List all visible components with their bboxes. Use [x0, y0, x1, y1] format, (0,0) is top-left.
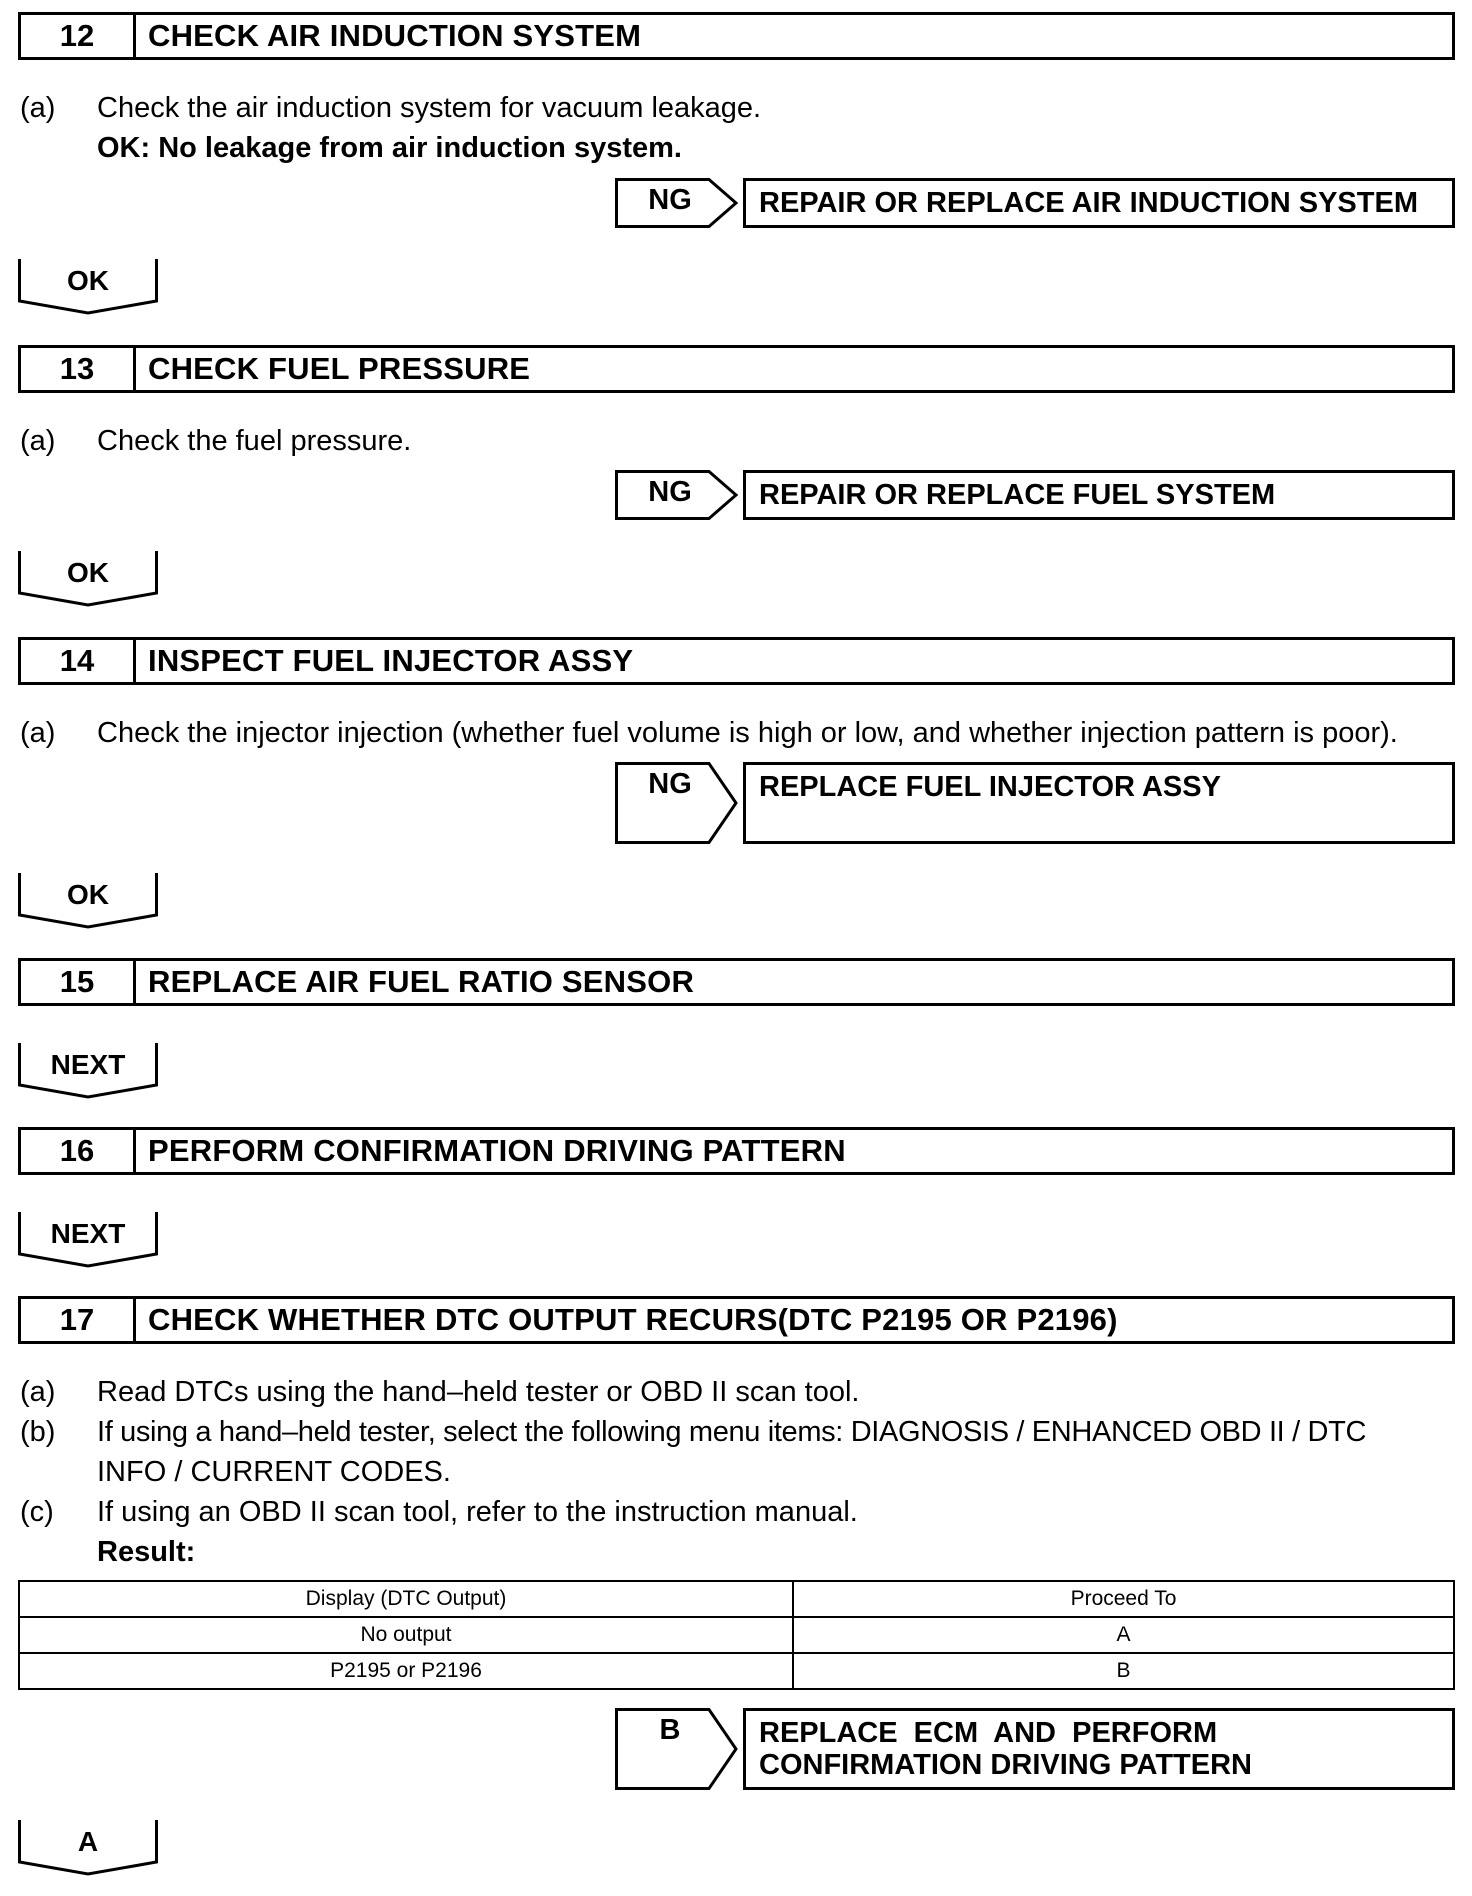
flag-label: NEXT	[50, 1049, 126, 1080]
result-heading: Result:	[97, 1536, 196, 1568]
flag-label: OK	[67, 265, 109, 296]
item-label: (a)	[20, 425, 56, 457]
table-header-row	[19, 1581, 1454, 1617]
a-flag	[18, 1820, 158, 1876]
step-13-header	[18, 345, 1455, 393]
flag-label: OK	[67, 557, 109, 588]
ng-label: NG	[648, 184, 692, 216]
item-label: (b)	[20, 1416, 56, 1448]
step-title: PERFORM CONFIRMATION DRIVING PATTERN	[148, 1133, 846, 1168]
ng-result-box: REPAIR OR REPLACE AIR INDUCTION SYSTEM	[743, 178, 1455, 228]
flag-label: OK	[67, 879, 109, 910]
item-label: (a)	[20, 92, 56, 124]
step-15-header	[18, 958, 1455, 1006]
branch-result-box	[743, 1708, 1455, 1790]
ok-condition: OK: No leakage from air induction system.	[97, 132, 682, 164]
step-16-header	[18, 1127, 1455, 1175]
item-text: Read DTCs using the hand–held tester or OBD II scan tool.	[97, 1376, 860, 1408]
table-cell: P2195 or P2196	[19, 1653, 793, 1689]
instruction-line	[0, 713, 1460, 753]
step-title: REPLACE AIR FUEL RATIO SENSOR	[148, 964, 695, 999]
step-number: 17	[21, 1299, 136, 1341]
item-text: If using an OBD II scan tool, refer to the instruction manual.	[97, 1496, 858, 1528]
branch-result-line: CONFIRMATION DRIVING PATTERN	[759, 1749, 1252, 1781]
step-title: CHECK FUEL PRESSURE	[148, 351, 531, 386]
ng-arrow	[615, 178, 740, 228]
instruction-line	[0, 1492, 1460, 1532]
branch-label: B	[659, 1714, 681, 1746]
instruction-line	[0, 88, 1400, 128]
instruction-line	[0, 1412, 1460, 1452]
step-number: 12	[21, 15, 136, 57]
step-number: 15	[21, 961, 136, 1003]
table-cell: A	[793, 1617, 1454, 1653]
ng-arrow	[615, 762, 740, 844]
item-text: Check the air induction system for vacuum leakage.	[97, 92, 762, 124]
ng-result-box: REPLACE FUEL INJECTOR ASSY	[743, 762, 1455, 844]
table-header-cell: Display (DTC Output)	[19, 1581, 793, 1617]
ok-flag	[18, 873, 158, 929]
branch-result-line: REPLACE ECM AND PERFORM	[759, 1717, 1218, 1749]
step-14-header	[18, 637, 1455, 685]
item-text: Check the injector injection (whether fuel volume is high or low, and whether injection pattern is poor).	[97, 717, 1398, 749]
step-12-header	[18, 12, 1455, 60]
table-row	[19, 1617, 1454, 1653]
flag-label: A	[77, 1826, 99, 1857]
item-label: (c)	[20, 1496, 54, 1528]
item-text-continued: INFO / CURRENT CODES.	[97, 1456, 451, 1488]
branch-b-arrow	[615, 1708, 740, 1790]
ok-flag	[18, 551, 158, 607]
next-flag	[18, 1043, 158, 1099]
table-row	[19, 1653, 1454, 1689]
table-cell: B	[793, 1653, 1454, 1689]
table-header-cell: Proceed To	[793, 1581, 1454, 1617]
step-number: 13	[21, 348, 136, 390]
table-cell: No output	[19, 1617, 793, 1653]
ok-flag	[18, 259, 158, 315]
step-title: INSPECT FUEL INJECTOR ASSY	[148, 643, 634, 678]
ng-result-box: REPAIR OR REPLACE FUEL SYSTEM	[743, 470, 1455, 520]
item-text: Check the fuel pressure.	[97, 425, 412, 457]
item-label: (a)	[20, 717, 56, 749]
result-table	[18, 1580, 1455, 1690]
item-label: (a)	[20, 1376, 56, 1408]
instruction-line	[0, 421, 1400, 461]
ng-label: NG	[648, 768, 692, 800]
step-number: 14	[21, 640, 136, 682]
step-title: CHECK AIR INDUCTION SYSTEM	[148, 18, 642, 53]
instruction-line	[0, 1372, 1460, 1412]
step-17-header	[18, 1296, 1455, 1344]
item-text: If using a hand–held tester, select the following menu items: DIAGNOSIS / ENHANCED OBD II / DTC	[97, 1416, 1367, 1448]
step-title: CHECK WHETHER DTC OUTPUT RECURS(DTC P2195 OR P2196)	[148, 1302, 1118, 1337]
ng-arrow	[615, 470, 740, 520]
ng-label: NG	[648, 476, 692, 508]
next-flag	[18, 1212, 158, 1268]
flag-label: NEXT	[50, 1218, 126, 1249]
step-number: 16	[21, 1130, 136, 1172]
